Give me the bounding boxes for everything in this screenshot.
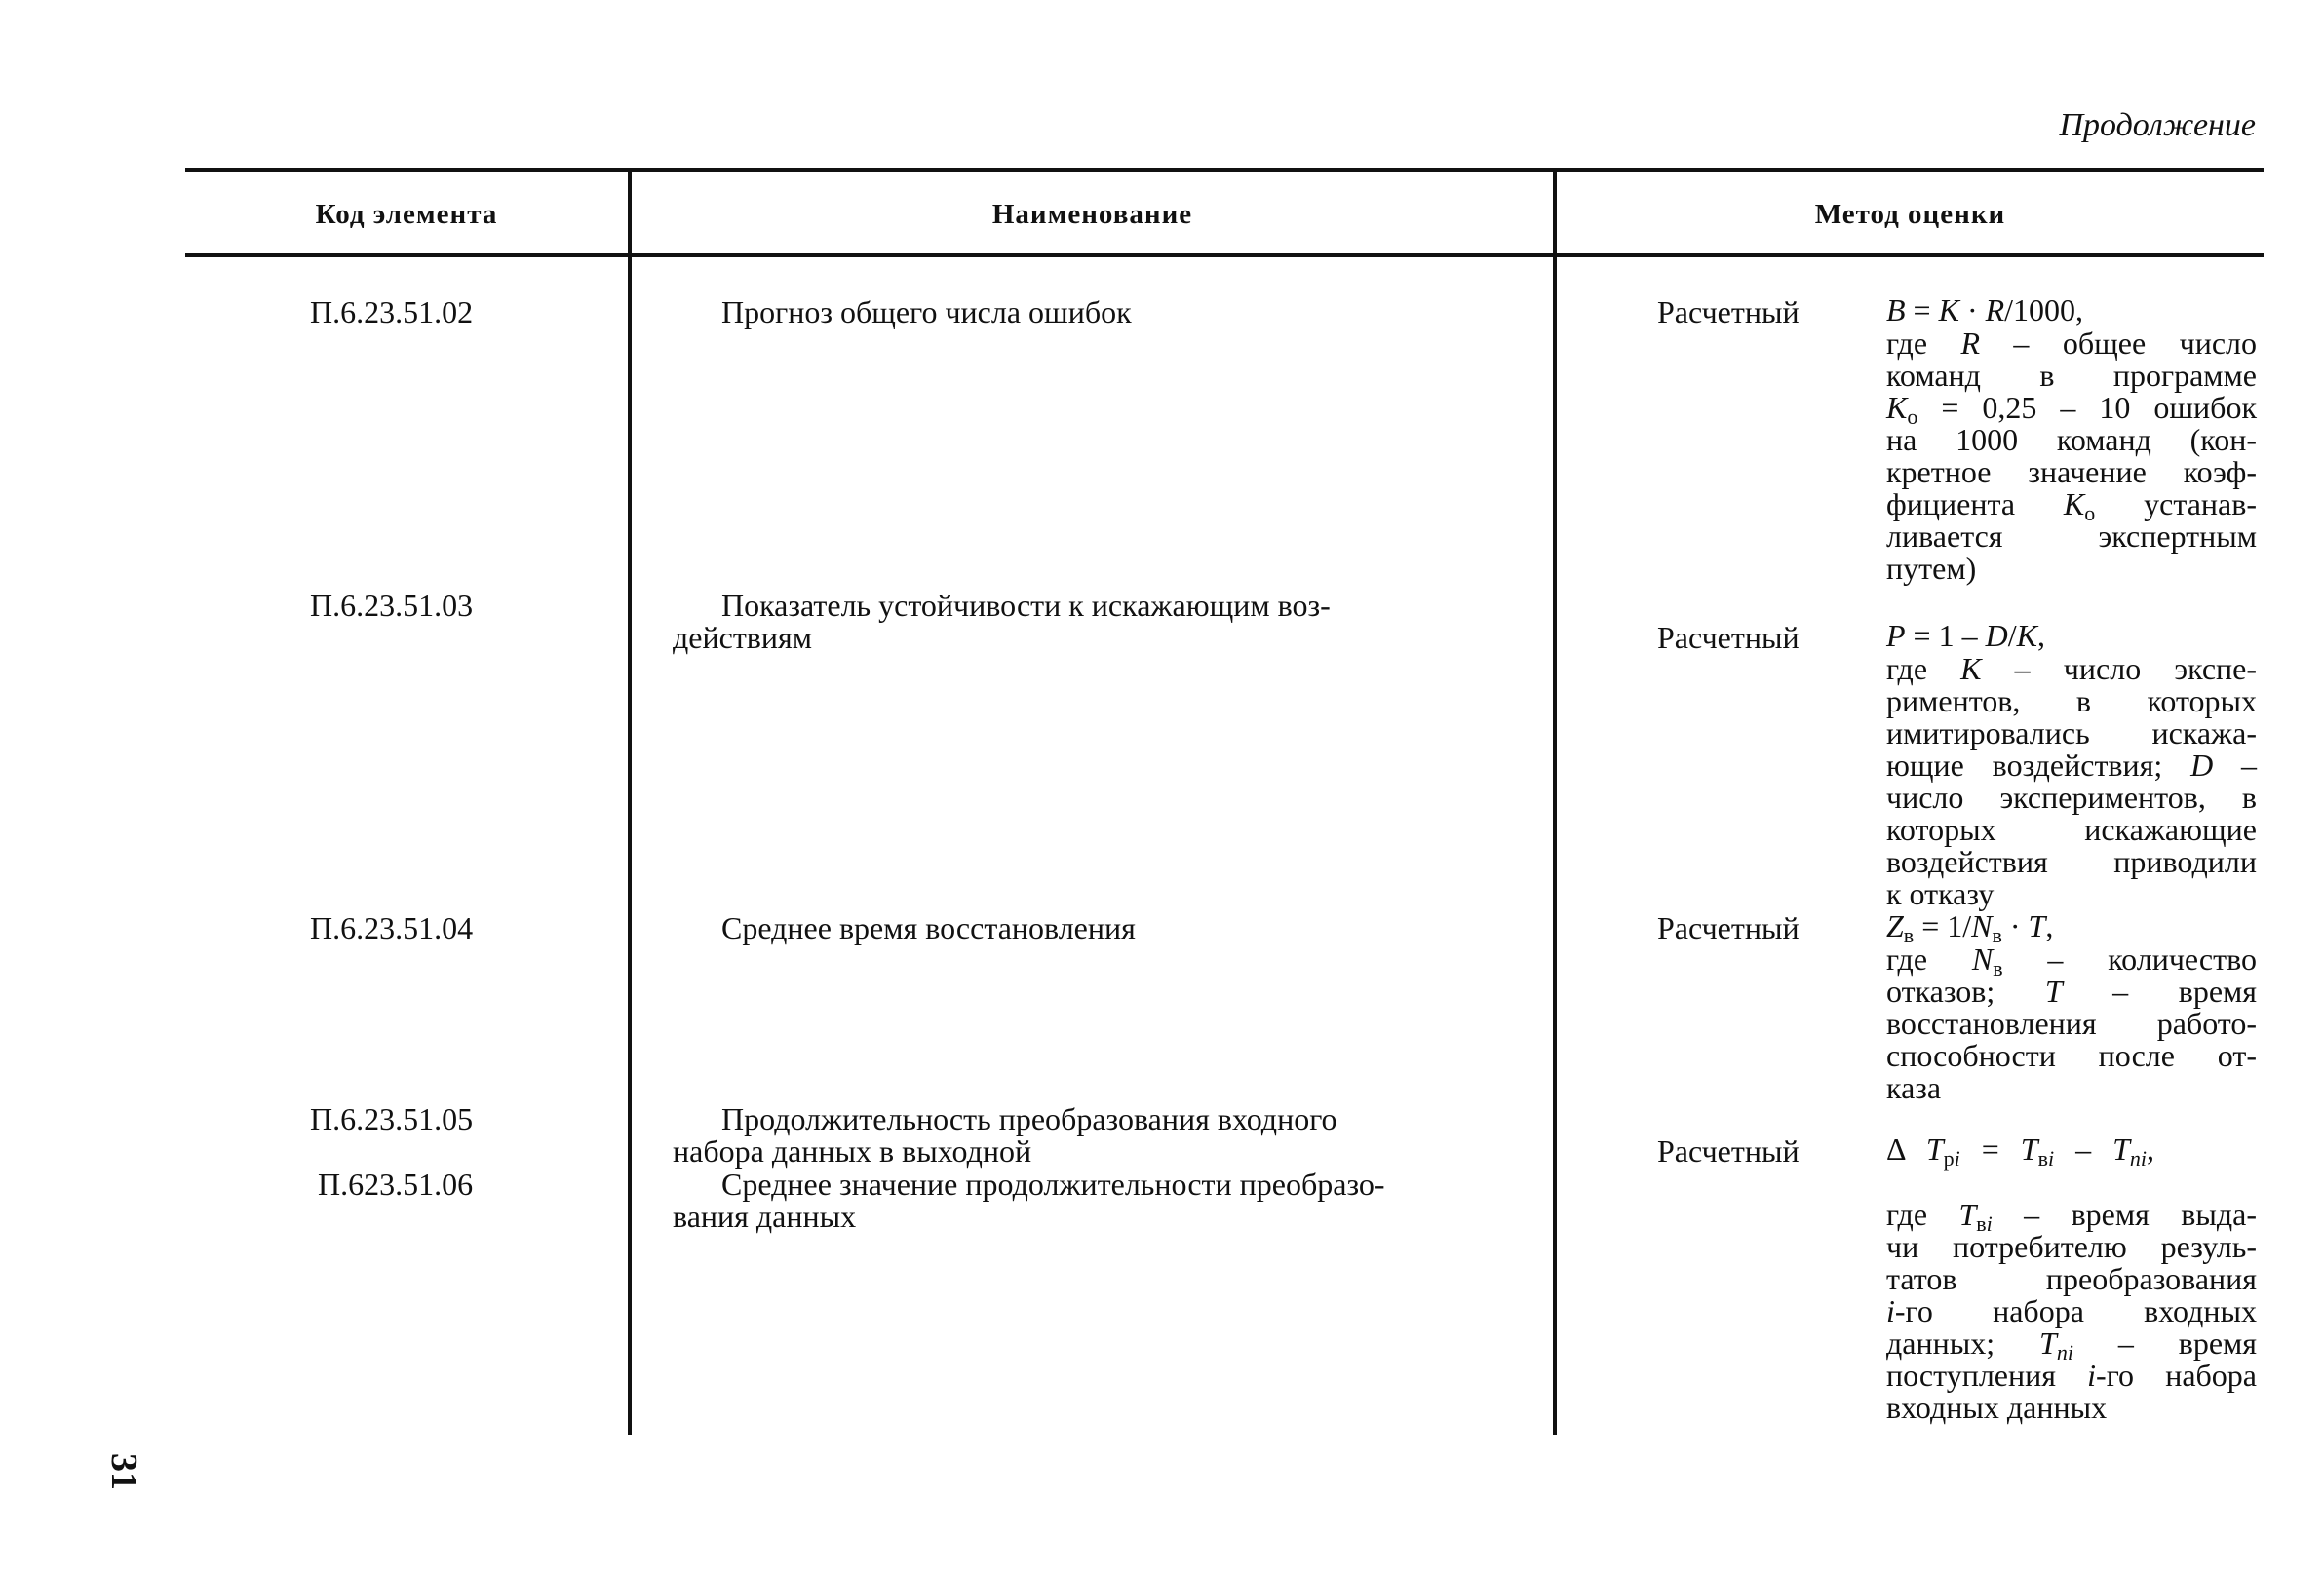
desc-line: входных данных [1886, 1390, 2108, 1425]
desc-line: которых искажающие [1886, 812, 2257, 847]
desc-line: где $T_{вi}$ – время выда- [1886, 1197, 2258, 1236]
element-name: Среднее значение продолжительности преобразо- [721, 1167, 1385, 1202]
element-name: вания данных [673, 1199, 857, 1234]
element-name: Прогноз общего числа ошибок [721, 294, 1132, 329]
column-header-code: Код элемента [315, 199, 498, 230]
desc-line: данных; $T_{ni}$ – время [1886, 1325, 2257, 1364]
method-description [1886, 943, 2257, 1104]
desc-line: восстановления работо- [1886, 1006, 2257, 1041]
element-name: Среднее время восстановления [721, 910, 1136, 945]
desc-line: кретное значение коэф- [1886, 454, 2257, 489]
column-header-method: Метод оценки [1814, 199, 2006, 230]
column-header-name: Наименование [991, 199, 1193, 230]
desc-line: где R – общее число [1886, 326, 2258, 361]
formula: Δ $T_{pi} = T_{вi} - T_{ni}$, [1886, 1132, 2155, 1171]
desc-line: ющие воздействия; D – [1886, 748, 2258, 783]
element-name: Продолжительность преобразования входного [721, 1101, 1337, 1136]
desc-line: риментов, в которых [1886, 683, 2257, 718]
table-header-rule [185, 253, 2264, 257]
desc-line: чи потребителю резуль- [1886, 1229, 2257, 1264]
desc-line: путем) [1886, 551, 1977, 586]
element-name: действиям [673, 620, 812, 655]
method-description [1886, 1199, 2257, 1424]
element-code: П.6.23.51.02 [310, 294, 474, 329]
column-divider-2 [1553, 168, 1557, 1435]
desc-line: число экспериментов, в [1886, 780, 2257, 815]
desc-line: имитировались искажа- [1886, 715, 2257, 750]
desc-line: воздействия приводили [1886, 844, 2257, 879]
method-type: Расчетный [1657, 1133, 1800, 1169]
element-name: Показатель устойчивости к искажающим воз- [721, 588, 1331, 623]
desc-line: способности после от- [1886, 1038, 2257, 1073]
element-code: П.6.23.51.05 [310, 1101, 474, 1136]
desc-line: где K – число экспе- [1886, 651, 2258, 686]
desc-line: отказов; T – время [1886, 974, 2257, 1009]
method-type: Расчетный [1657, 294, 1800, 329]
element-code: П.6.23.51.03 [310, 588, 474, 623]
formula: $Z_в = 1/N_в \cdot T$, [1886, 908, 2054, 947]
method-type: Расчетный [1657, 620, 1800, 655]
element-code: П.623.51.06 [318, 1167, 474, 1202]
desc-line: $K_o = 0,25 - 10$ ошибок [1886, 390, 2257, 429]
formula: B = K · R/1000, [1886, 292, 2084, 327]
method-description [1886, 653, 2257, 910]
element-name: набора данных в выходной [673, 1133, 1032, 1169]
table-top-rule [185, 168, 2264, 172]
desc-line: каза [1886, 1070, 1942, 1105]
method-description [1886, 327, 2257, 585]
column-divider-1 [628, 168, 632, 1435]
desc-line: на 1000 команд (кон- [1886, 422, 2257, 457]
element-code: П.6.23.51.04 [310, 910, 474, 945]
desc-line: татов преобразования [1886, 1261, 2257, 1296]
method-type: Расчетный [1657, 910, 1800, 945]
desc-line: ливается экспертным [1886, 519, 2257, 554]
desc-line: команд в программе [1886, 358, 2257, 393]
desc-line: к отказу [1886, 876, 1995, 911]
desc-line: где $N_в$ – количество [1886, 941, 2257, 980]
formula: P = 1 – D/K, [1886, 618, 2045, 653]
desc-line: поступления i-го набора [1886, 1358, 2258, 1393]
desc-line: фициента $K_o$ устанав- [1886, 486, 2258, 525]
page-number: 31 [103, 1453, 144, 1490]
continuation-note: Продолжение [2059, 107, 2256, 143]
desc-line: i-го набора входных [1886, 1293, 2257, 1328]
